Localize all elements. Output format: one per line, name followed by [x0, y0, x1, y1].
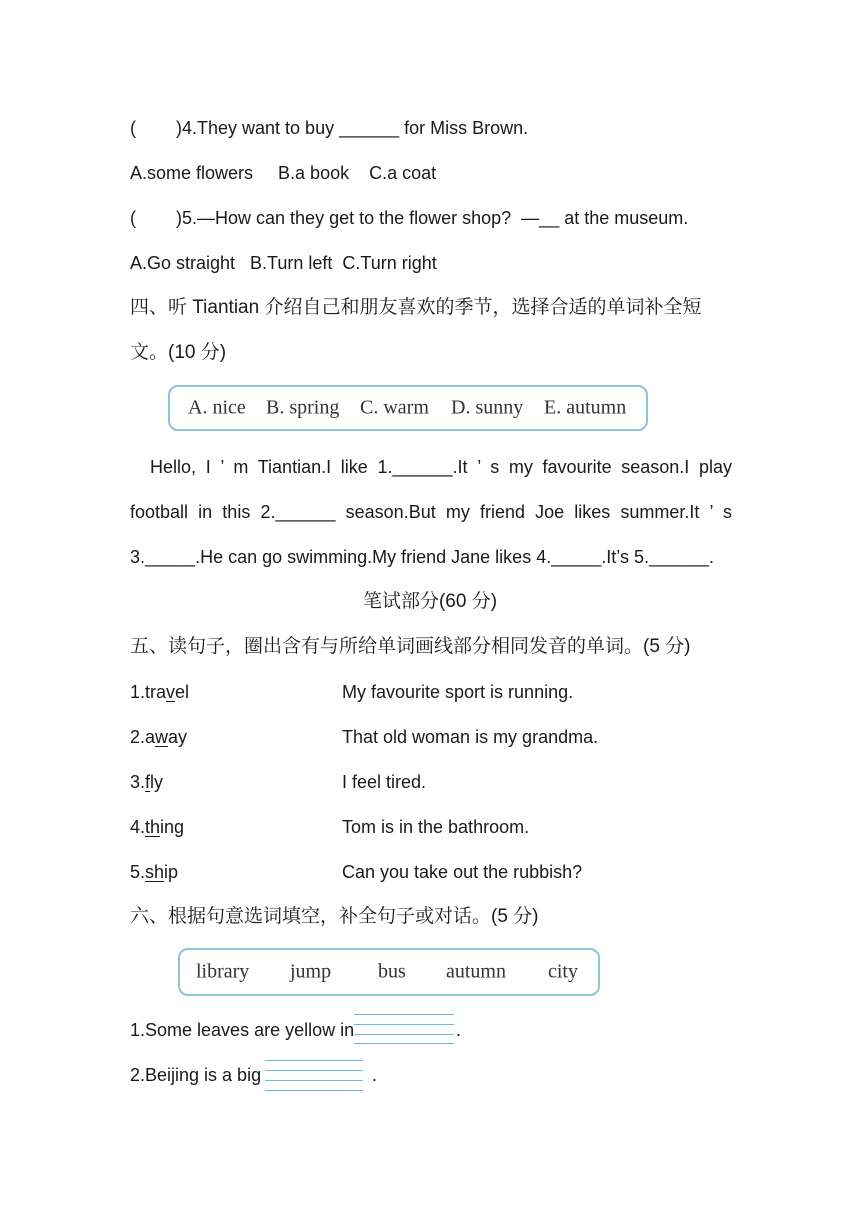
q5-sentence-5: Can you take out the rubbish?	[342, 862, 583, 882]
q3-item-5: ( )5.—How can they get to the flower shop? —__ at the museum.	[130, 208, 689, 228]
q4-passage-line-2: football in this 2.______ season.But my friend Joe likes summer.It ’ s	[130, 502, 732, 522]
q3-item-4-options: A.some flowers B.a book C.a coat	[130, 163, 437, 183]
q5-word-5: 5.ship	[130, 862, 179, 882]
q4-heading-line-2: 文。(10 分)	[130, 342, 227, 363]
q4-option: C. warm	[360, 396, 429, 419]
q4-option: D. sunny	[451, 396, 524, 419]
q5-word-4: 4.thing	[130, 817, 185, 837]
q4-heading-line-1: 四、听 Tiantian 介绍自己和朋友喜欢的季节，选择合适的单词补全短	[130, 297, 702, 318]
q5-sentence-1: My favourite sport is running.	[342, 682, 574, 702]
q5-word-1: 1.travel	[130, 682, 190, 702]
q3-item-5-options: A.Go straight B.Turn left C.Turn right	[130, 253, 437, 273]
q5-sentence-3: I feel tired.	[342, 772, 427, 792]
q6-item-1-period: .	[456, 1020, 462, 1040]
q6-item-2-blank[interactable]	[265, 1058, 363, 1091]
section-title: 笔试部分(60 分)	[362, 591, 498, 612]
q6-option: autumn	[446, 960, 506, 983]
q5-heading: 五、读句子，圈出含有与所给单词画线部分相同发音的单词。(5 分)	[130, 636, 691, 657]
q4-option: A. nice	[188, 396, 246, 419]
q4-word-box	[168, 385, 648, 431]
q6-option: jump	[290, 960, 332, 983]
q3-item-4: ( )4.They want to buy ______ for Miss Brown.	[130, 118, 529, 138]
q6-option: library	[196, 960, 250, 983]
q6-item-1-blank[interactable]	[354, 1012, 454, 1044]
q6-word-box	[178, 948, 600, 996]
q5-sentence-2: That old woman is my grandma.	[342, 727, 599, 747]
q6-heading: 六、根据句意选词填空，补全句子或对话。(5 分)	[130, 906, 539, 927]
q5-word-2: 2.away	[130, 727, 188, 747]
q5-sentence-4: Tom is in the bathroom.	[342, 817, 530, 837]
q6-item-2-period: .	[372, 1065, 378, 1085]
q4-option: E. autumn	[544, 396, 627, 419]
q4-option: B. spring	[266, 396, 340, 419]
q5-word-3: 3.fly	[130, 772, 164, 792]
q6-item-1: 1.Some leaves are yellow in	[130, 1020, 355, 1040]
q6-item-2: 2.Beijing is a big	[130, 1065, 262, 1085]
q6-option: city	[548, 960, 578, 983]
q4-passage-line-1: Hello, I ’ m Tiantian.I like 1.______.It ’ s my favourite season.I play	[150, 457, 732, 477]
q6-option: bus	[378, 960, 406, 983]
q4-passage-line-3: 3._____.He can go swimming.My friend Jane likes 4._____.It’s 5.______.	[130, 547, 715, 567]
